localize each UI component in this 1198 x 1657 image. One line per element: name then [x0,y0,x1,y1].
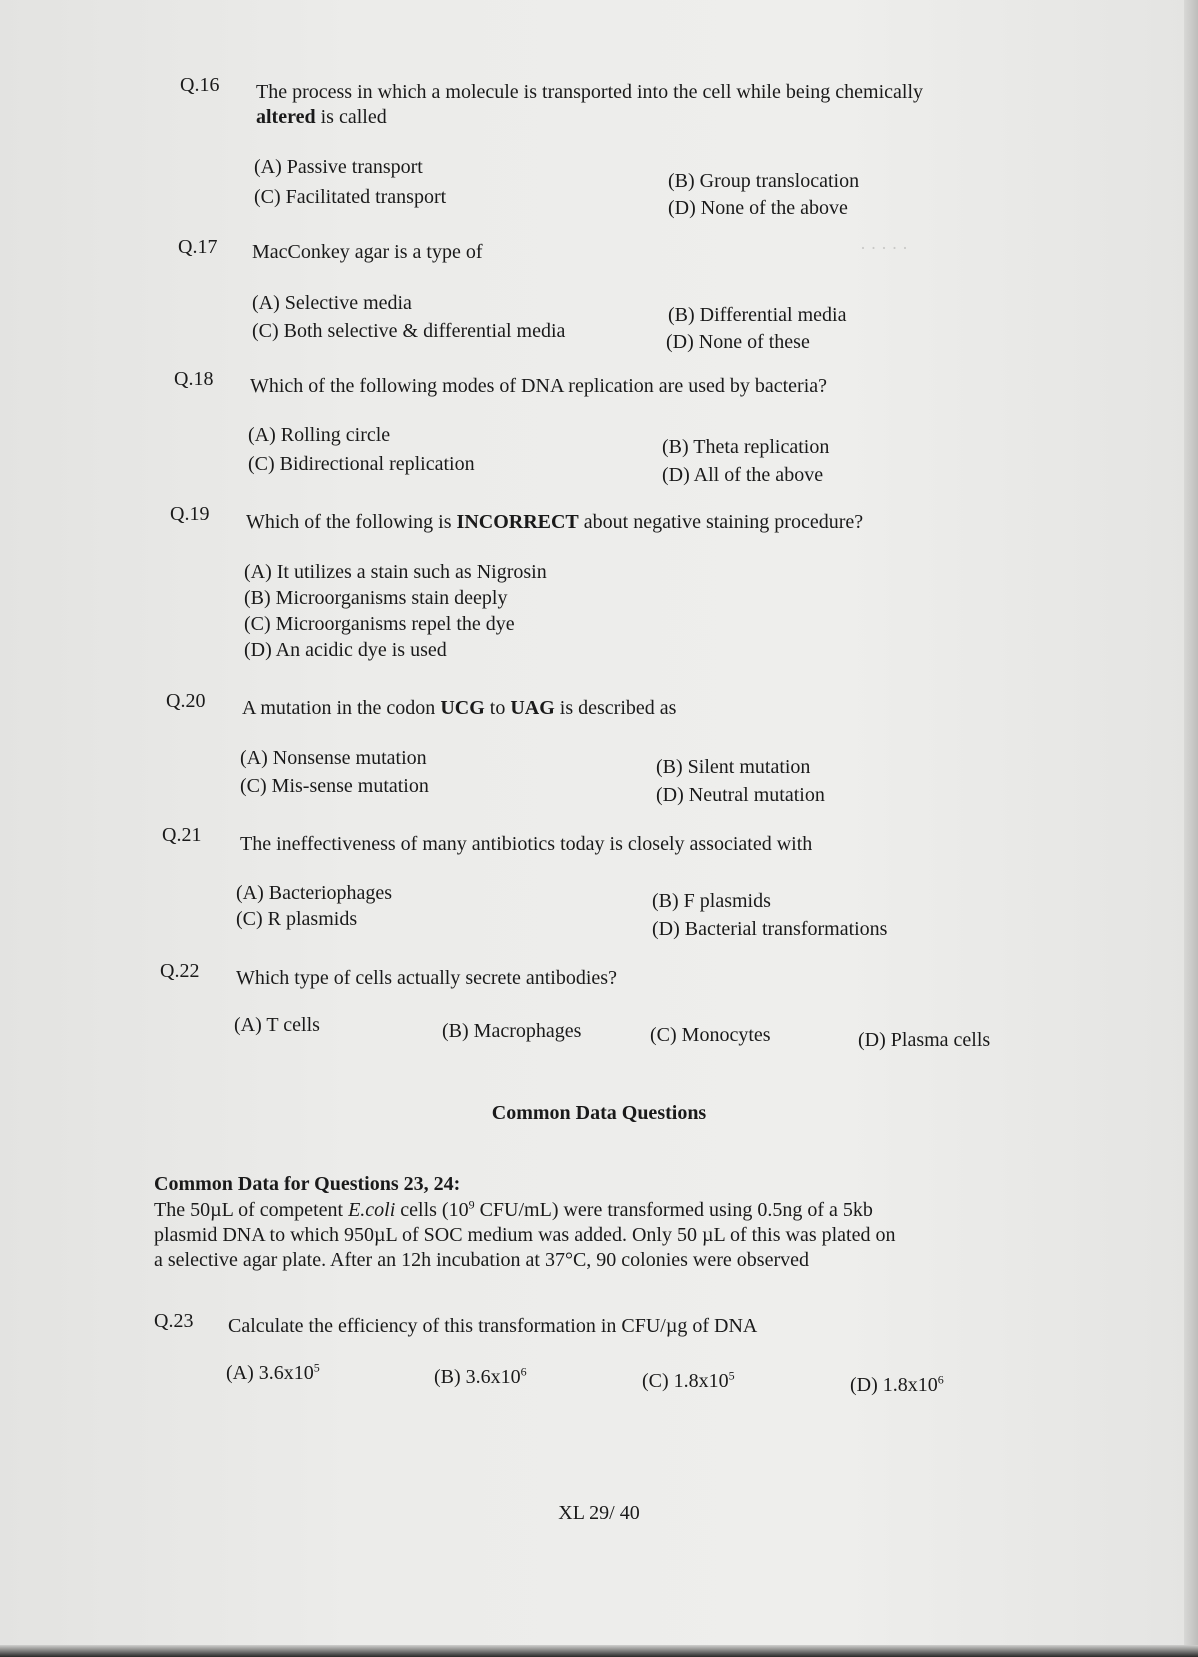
option-c: (C) Mis-sense mutation [240,775,429,797]
paragraph-line-2: plasmid DNA to which 950µL of SOC medium was added. Only 50 µL of this was plated on [154,1224,896,1246]
section-title [0,1102,1198,1125]
option-a: (A) Passive transport [254,156,423,178]
option-d [850,1374,944,1397]
option-b: (B) F plasmids [652,890,771,912]
option-c: (C) R plasmids [236,908,358,930]
option-c: (C) Facilitated transport [254,186,447,208]
question-text-bold: UAG [510,697,555,719]
question-text: Which type of cells actually secrete antibodies? [236,967,617,989]
option-d: (D) None of the above [668,197,848,219]
line-text: cells (10 [395,1199,469,1221]
exponent: 9 [468,1197,475,1212]
option-a: (A) Rolling circle [248,424,391,446]
option-c: (C) Both selective & differential media [252,320,566,342]
question-text-part: A mutation in the codon [242,697,441,719]
option-c [642,1370,735,1393]
exponent: 6 [520,1364,527,1379]
option-b: (B) Theta replication [662,436,830,458]
question-text: Which of the following modes of DNA replication are used by bacteria? [250,375,828,397]
line-text: CFU/mL) were transformed using 0.5ng of a 5kb [474,1199,873,1221]
option-b: (B) Microorganisms stain deeply [244,587,508,609]
page-footer [0,1502,1198,1525]
option-value: (D) 1.8x10 [850,1374,938,1396]
question-text-part: is called [315,106,387,128]
option-b [434,1366,527,1389]
option-d: (D) An acidic dye is used [244,639,447,661]
option-a: (A) Selective media [252,292,412,314]
option-a [226,1362,320,1385]
question-text-bold: UCG [440,697,485,719]
question-number: Q.18 [174,368,214,390]
question-number: Q.19 [170,503,210,525]
question-text [242,696,676,721]
question-number: Q.17 [178,236,218,258]
common-data-heading: Common Data for Questions 23, 24: [154,1173,461,1195]
question-text-bold: INCORRECT [456,511,579,533]
exponent: 6 [937,1372,944,1387]
question-text-part: Which of the following is [246,511,457,533]
option-a: (A) Bacteriophages [236,882,393,904]
option-d: (D) None of these [666,331,810,353]
question-text-part: about negative staining procedure? [578,511,864,533]
question-text-part: is described as [554,697,677,719]
paragraph-line-1 [154,1198,1054,1223]
option-b: (B) Group translocation [668,170,860,192]
option-b: (B) Differential media [668,304,847,326]
option-value: (B) 3.6x10 [434,1366,521,1388]
question-text-part: The process in which a molecule is transported into the cell while being chemically [256,81,924,103]
option-b: (B) Macrophages [442,1020,582,1042]
question-number: Q.21 [162,824,202,846]
organism-name: E.coli [348,1199,396,1221]
question-number: Q.23 [154,1310,194,1332]
exponent: 5 [728,1368,735,1383]
option-d: (D) Neutral mutation [656,784,825,806]
page-bottom-shadow [0,1645,1198,1657]
option-c: (C) Monocytes [650,1024,771,1046]
question-text: The ineffectiveness of many antibiotics today is closely associated with [240,833,813,855]
line-text: The 50µL of competent [154,1199,349,1221]
page-number-label: XL 29/ 40 [558,1502,640,1524]
option-c: (C) Bidirectional replication [248,453,475,475]
option-c: (C) Microorganisms repel the dye [244,613,515,635]
option-a: (A) It utilizes a stain such as Nigrosin [244,561,547,583]
exponent: 5 [313,1360,320,1375]
section-title-text: Common Data Questions [491,1102,707,1124]
option-b: (B) Silent mutation [656,756,811,778]
question-text: Calculate the efficiency of this transformation in CFU/µg of DNA [228,1315,758,1337]
option-d: (D) Bacterial transformations [652,918,888,940]
question-text [246,510,863,535]
question-text: MacConkey agar is a type of [252,241,483,263]
option-d: (D) Plasma cells [858,1029,991,1051]
question-text [256,80,1056,130]
bleed-through-decoration: · · · · · [860,238,908,258]
paragraph-line-3: a selective agar plate. After an 12h incubation at 37°C, 90 colonies were observed [154,1249,809,1271]
option-value: (C) 1.8x10 [642,1370,729,1392]
option-a: (A) Nonsense mutation [240,747,427,769]
question-text-part: to [484,697,511,719]
question-number: Q.20 [166,690,206,712]
question-number: Q.22 [160,960,200,982]
question-number: Q.16 [180,74,220,96]
question-text-bold: altered [256,106,316,128]
page-edge-shadow [1184,0,1198,1657]
option-d: (D) All of the above [662,464,824,486]
common-data-paragraph [154,1198,1054,1273]
option-value: (A) 3.6x10 [226,1362,314,1384]
option-a: (A) T cells [234,1014,320,1036]
